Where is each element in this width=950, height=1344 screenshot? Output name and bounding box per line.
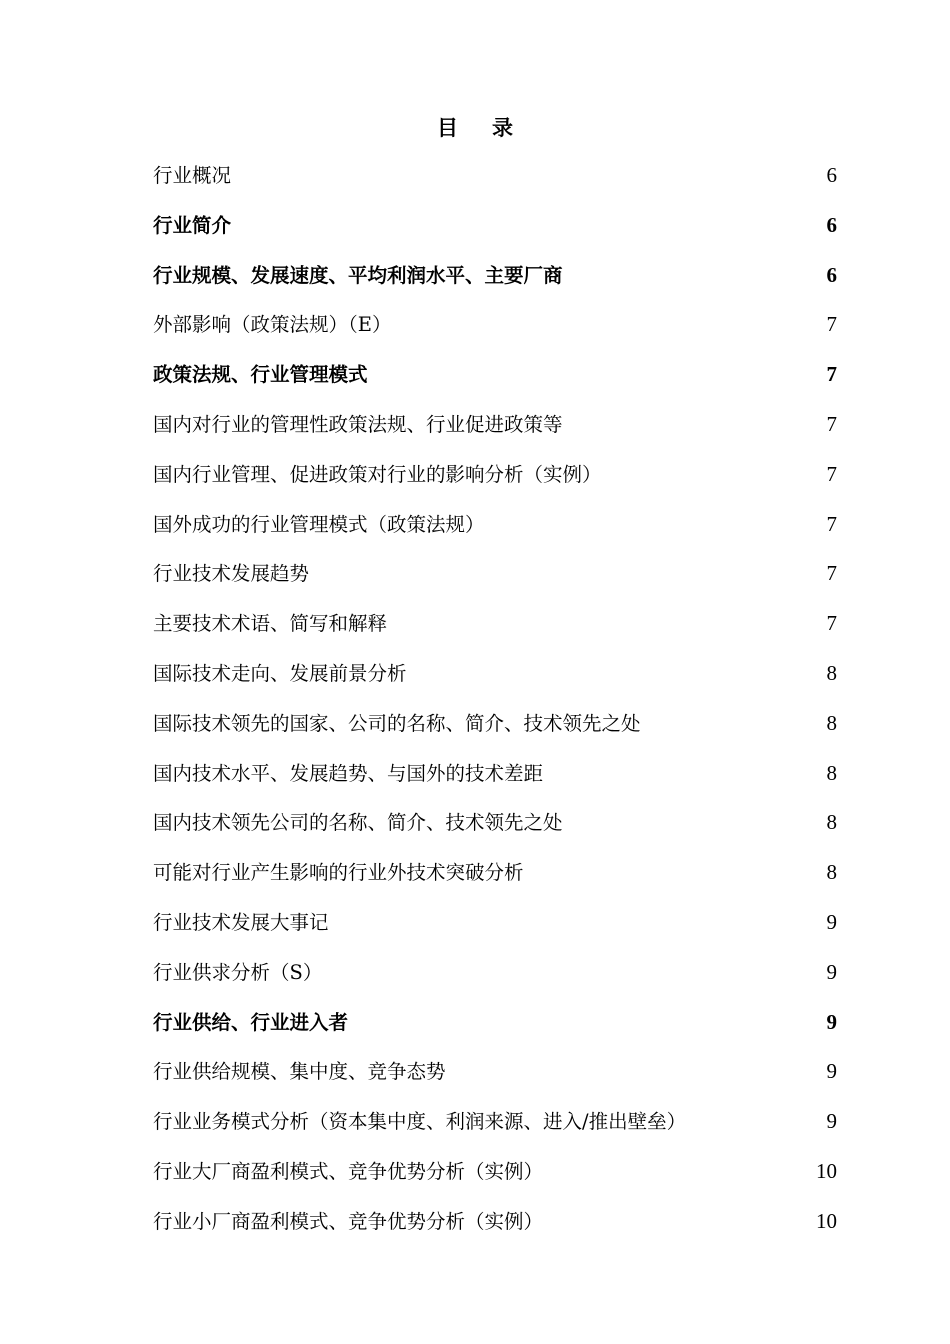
toc-entry-label: 行业供求分析（S） (153, 960, 323, 984)
toc-entry[interactable] (153, 300, 837, 350)
toc-entry-label: 行业技术发展趋势 (153, 562, 310, 586)
toc-entry-label: 行业技术发展大事记 (153, 910, 329, 934)
toc-entry[interactable] (153, 1147, 837, 1197)
toc-entry-page-number: 9 (826, 1109, 837, 1134)
toc-entry-label: 行业大厂商盈利模式、竞争优势分析（实例） (153, 1159, 544, 1183)
toc-title (0, 112, 950, 142)
toc-entry-label: 国际技术走向、发展前景分析 (153, 661, 407, 685)
toc-entry[interactable] (153, 549, 837, 599)
toc-entry[interactable] (153, 599, 837, 649)
toc-entry-label: 国际技术领先的国家、公司的名称、简介、技术领先之处 (153, 711, 641, 735)
toc-entry[interactable] (153, 251, 837, 301)
toc-entry-page-number: 9 (826, 1059, 837, 1084)
toc-entry-label: 国内技术领先公司的名称、简介、技术领先之处 (153, 811, 563, 835)
toc-entry-page-number: 10 (816, 1208, 837, 1233)
toc-entry[interactable] (153, 1097, 837, 1147)
toc-entry-label: 国内对行业的管理性政策法规、行业促进政策等 (153, 412, 563, 436)
toc-entry-page-number: 7 (826, 511, 837, 536)
toc-entry[interactable] (153, 400, 837, 450)
toc-entry[interactable] (153, 998, 837, 1048)
toc-entry-page-number: 7 (826, 461, 837, 486)
toc-entry-label: 行业规模、发展速度、平均利润水平、主要厂商 (153, 263, 563, 287)
toc-entry[interactable] (153, 1197, 837, 1247)
toc-entry-label: 行业简介 (153, 213, 232, 237)
toc-entry[interactable] (153, 749, 837, 799)
toc-entry-page-number: 6 (826, 163, 837, 187)
toc-entry[interactable] (153, 151, 837, 201)
toc-entry-label: 国内技术水平、发展趋势、与国外的技术差距 (153, 761, 544, 785)
toc-entry-label: 行业业务模式分析（资本集中度、利润来源、进入/推出壁垒） (153, 1110, 687, 1134)
toc-entry[interactable] (153, 848, 837, 898)
toc-entry[interactable] (153, 1047, 837, 1097)
toc-entry-label: 行业概况 (153, 164, 232, 187)
toc-entry-page-number: 7 (826, 611, 837, 636)
toc-entry-label: 主要技术术语、简写和解释 (153, 612, 388, 636)
toc-entry[interactable] (153, 500, 837, 550)
toc-entry[interactable] (153, 948, 837, 998)
toc-entry-page-number: 9 (826, 1009, 837, 1034)
toc-entry[interactable] (153, 898, 837, 948)
toc-entry-label: 国内行业管理、促进政策对行业的影响分析（实例） (153, 462, 602, 486)
toc-entry-page-number: 6 (826, 212, 837, 237)
toc-title-part-2: 录 (492, 115, 513, 140)
toc-entry-label: 行业供给规模、集中度、竞争态势 (153, 1060, 446, 1084)
toc-entry[interactable] (153, 450, 837, 500)
toc-entry-page-number: 8 (826, 860, 837, 885)
toc-entry-label: 行业供给、行业进入者 (153, 1010, 349, 1034)
toc-entry-page-number: 8 (826, 760, 837, 785)
toc-entry[interactable] (153, 649, 837, 699)
toc-entry-page-number: 9 (826, 959, 837, 984)
toc-entry-label: 可能对行业产生影响的行业外技术突破分析 (153, 861, 524, 885)
toc-entry[interactable] (153, 201, 837, 251)
toc-entry-label: 外部影响（政策法规）（E） (153, 313, 392, 337)
toc-entry-page-number: 6 (826, 262, 837, 287)
toc-entry-page-number: 7 (826, 312, 837, 337)
toc-entry-label: 行业小厂商盈利模式、竞争优势分析（实例） (153, 1209, 544, 1233)
toc-entry-page-number: 10 (816, 1158, 837, 1183)
toc-entry-page-number: 8 (826, 660, 837, 685)
toc-entry-page-number: 8 (826, 710, 837, 735)
toc-entry-label: 政策法规、行业管理模式 (153, 363, 368, 387)
toc-entry[interactable] (153, 798, 837, 848)
toc-entry-page-number: 8 (826, 810, 837, 835)
toc-entry[interactable] (153, 699, 837, 749)
toc-entry-page-number: 7 (826, 362, 837, 387)
toc-entry-label: 国外成功的行业管理模式（政策法规） (153, 512, 485, 536)
toc-entry-page-number: 7 (826, 411, 837, 436)
toc-entry-page-number: 9 (826, 909, 837, 934)
toc-entry-page-number: 7 (826, 561, 837, 586)
toc-list (153, 151, 837, 1247)
toc-entry[interactable] (153, 350, 837, 400)
toc-title-part-1: 目 (437, 115, 458, 140)
